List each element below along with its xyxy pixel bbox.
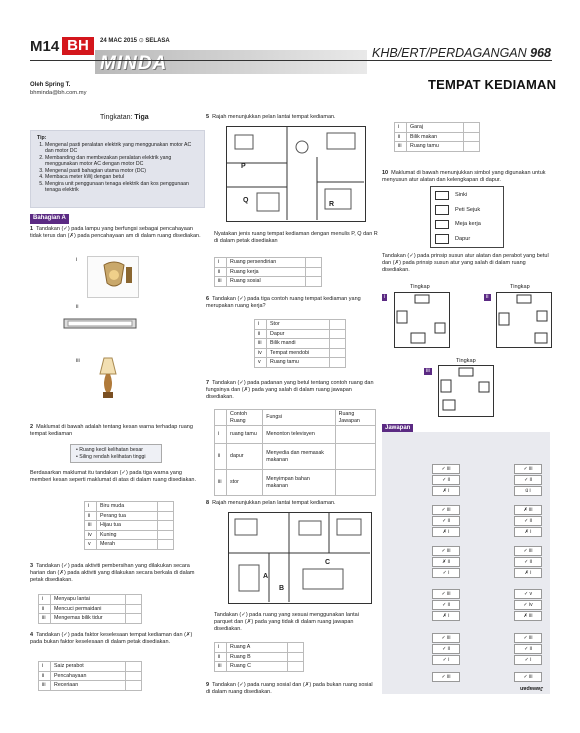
q8-table: i Ruang A ii Ruang B iii Ruang C: [214, 642, 304, 672]
answer-box[interactable]: [330, 358, 346, 368]
plan1-label-p: P: [241, 163, 246, 170]
subject-code: KHB/ERT/PERDAGANGAN 968: [372, 46, 552, 60]
answer-box[interactable]: [330, 348, 346, 358]
question-10: 10 Maklumat di bawah menunjukkan simbol yang digunakan untuk menyusun atur alatan dan kelengkapan di dapur.: [382, 170, 546, 183]
page-number: M14: [30, 38, 60, 55]
q5-instruction: Nyatakan jenis ruang tempat kediaman dengan menulis P, Q dan R di dalam petak disediakan: [214, 231, 378, 244]
answer-box[interactable]: [330, 320, 346, 330]
dateline: [100, 38, 170, 46]
answer-box[interactable]: [306, 277, 322, 287]
legend-stove: Dapur: [455, 236, 471, 242]
answer-box[interactable]: [126, 662, 142, 672]
paper-logo: BH: [62, 37, 94, 55]
answer-box[interactable]: [126, 681, 142, 691]
tube-lamp-image: [62, 316, 138, 332]
answer-box[interactable]: [126, 595, 142, 605]
kitchen-symbol-legend: [430, 186, 504, 248]
kitchen-layout-ii: [496, 292, 552, 348]
bahagian-a-label: Bahagian A: [30, 214, 69, 224]
question-6: 6 Tandakan (✓) pada tiga contoh ruang tempat kediaman yang merupakan ruang kerja?: [206, 296, 361, 309]
answer-panel: ✓ iii ✓ ii ✗ i ✓ iii ✓ ii ü i ✓ iii ✓ ii ✗ i ✗ iii ✓ ii ✗ i ✓ iii ✗ ii ✓ i ✓ iii ✓ ii ✗ i ✓ iii ✓ ii ✗ i ✓ v ✓ iv ✗ iii ✓ iii ✓ ii ✓ i ✓ iii ✓ ii ✓ i ✓ iii ✓ iii: [382, 432, 550, 694]
plan2-label-b: B: [279, 585, 285, 592]
clock-icon: ⊙: [138, 38, 144, 44]
kitchen-layout-iii: [438, 365, 494, 417]
question-9: 9 Tandakan (✓) pada ruang sosial dan (✗) pada bukan ruang sosial di dalam ruang disediakan.: [206, 682, 373, 695]
tip-box: [30, 130, 205, 208]
q10-instruction: Tandakan (✓) pada prinsip susun atur alatan dan perabot yang betul dan (✗) pada prinsip susun atur yang salah di dalam ruang disediakan.: [382, 253, 549, 273]
kitchen-layout-i: [394, 292, 450, 348]
q8-instruction: Tandakan (✓) pada ruang yang sesuai menggunakan lantai parquet dan (✗) pada yang tidak di dalam ruang jawapan disediakan.: [214, 612, 359, 632]
q1-label-ii: ii: [76, 304, 79, 310]
answer-box[interactable]: [158, 540, 174, 550]
topic-title: TEMPAT KEDIAMAN: [428, 77, 557, 92]
q10-label-i: i: [384, 294, 386, 300]
wall-lamp-image: [87, 256, 139, 298]
q9-table: i Garaj ii Bilik makan iii Ruang tamu: [394, 122, 480, 152]
q1-label-iii: iii: [76, 358, 80, 364]
day: SELASA: [145, 38, 170, 44]
fridge-symbol-icon: [435, 205, 449, 215]
q2-info-box: • Ruang kecil kelihatan besar • Siling rendah kelihatan tinggi: [70, 444, 162, 463]
plan2-label-c: C: [325, 559, 331, 566]
plan1-label-r: R: [329, 201, 335, 208]
q2-table: i Biru muda ii Perang tua iii Hijau tua iv Kuning v Merah: [84, 501, 174, 550]
q4-table: i Saiz perabot ii Pencahayaan iii Receriaan: [38, 661, 142, 691]
answer-box[interactable]: [330, 339, 346, 349]
tingkap-label-2: Tingkap: [510, 284, 530, 290]
answer-box[interactable]: [158, 511, 174, 521]
jawapan-flipped-label: Jawapan: [520, 684, 544, 691]
sink-symbol-icon: [435, 191, 449, 200]
answer-box[interactable]: [158, 502, 174, 512]
answer-box[interactable]: [306, 258, 322, 268]
q10-label-iii: iii: [426, 368, 430, 374]
author: Oleh Spring T.: [30, 82, 71, 88]
legend-sink: Sinki: [455, 192, 468, 198]
section-title: MINDA: [100, 53, 168, 74]
answer-box[interactable]: [330, 329, 346, 339]
question-7: 7 Tandakan (✓) pada padanan yang betul tentang contoh ruang dan fungsinya dan (✗) pada yang salah di dalam ruang jawapan disediakan.: [206, 380, 374, 400]
answer-box[interactable]: [126, 671, 142, 681]
answer-box[interactable]: [464, 142, 480, 152]
answer-box[interactable]: [335, 444, 375, 470]
question-5: 5 Rajah menunjukkan pelan lantai tempat kediaman.: [206, 114, 336, 120]
legend-fridge: Peti Sejuk: [455, 207, 481, 213]
question-3: 3 Tandakan (✓) pada aktiviti pembersihan yang dilakukan secara harian dan (✗) pada aktiviti yang dilakukan secara berkala di dalam petak disediakan.: [30, 563, 195, 583]
answer-box[interactable]: [464, 132, 480, 142]
q1-label-i: i: [76, 257, 78, 263]
answer-box[interactable]: [158, 530, 174, 540]
answer-box[interactable]: [335, 426, 375, 444]
answer-box[interactable]: [288, 643, 304, 653]
tingkatan: Tingkatan: Tiga: [100, 114, 149, 121]
worktable-symbol-icon: [435, 220, 449, 229]
q3-table: i Menyapu lantai ii Mencuci permaidani iii Mengemas bilik tidur: [38, 594, 142, 624]
jawapan-label: Jawapan: [382, 424, 413, 434]
answer-box[interactable]: [126, 614, 142, 624]
author-email: bhminda@bh.com.my: [30, 90, 87, 96]
question-1: 1 Tandakan (✓) pada lampu yang berfungsi sebagai pencahayaan tidak terus dan (✗) pada pencahayaan am di dalam ruang disediakan.: [30, 226, 201, 239]
table-lamp-image: [94, 356, 122, 402]
answer-box[interactable]: [464, 123, 480, 133]
stove-symbol-icon: [435, 234, 449, 244]
legend-worktable: Meja kerja: [455, 221, 481, 227]
header-rule: [30, 60, 552, 61]
date: 24 MAC 2015: [100, 38, 138, 44]
answer-box[interactable]: [306, 267, 322, 277]
question-4: 4 Tandakan (✓) pada faktor keselesaan tempat kediaman dan (✗) pada bukan faktor keselesaan di dalam petak disediakan.: [30, 632, 193, 645]
answer-box[interactable]: [335, 470, 375, 496]
floor-plan-2: [228, 512, 372, 604]
q5-table: i Ruang persendirian ii Ruang kerja iii Ruang sosial: [214, 257, 322, 287]
tip-list: 1. Mengenal pasti peralatan elektrik yang menggunakan motor AC dan motor DC 2. Membanding dan membezakan peralatan elektrik yang menggunakan motor AC dengan motor DC 3. Mengenal pasti bahagian utama motor (DC) 4. Membaca meter kWj dengan betul 5. Mengira unit penggunaan tenaga elektrik dan kos penggunaan tenaga elektrik: [45, 142, 198, 194]
question-8: 8 Rajah menunjukkan pelan lantai tempat kediaman.: [206, 500, 336, 506]
answer-box[interactable]: [288, 662, 304, 672]
answer-box[interactable]: [126, 604, 142, 614]
plan1-label-q: Q: [243, 197, 249, 204]
q6-table: i Stor ii Dapur iii Bilik mandi iv Tempat mendobi v Ruang tamu: [254, 319, 346, 368]
q2-instruction: Berdasarkan maklumat itu tandakan (✓) pada tiga warna yang memberi kesan seperti maklumat di atas di dalam ruang disediakan.: [30, 470, 196, 483]
tip-title: Tip:: [37, 135, 47, 141]
tingkap-label-1: Tingkap: [410, 284, 430, 290]
answer-box[interactable]: [288, 652, 304, 662]
answer-box[interactable]: [158, 521, 174, 531]
tingkap-label-3: Tingkap: [456, 358, 476, 364]
floor-plan-1: [226, 126, 366, 222]
question-2: 2 Maklumat di bawah adalah tentang kesan warna terhadap ruang tempat kediaman: [30, 424, 193, 437]
q10-label-ii: ii: [486, 294, 489, 300]
plan2-label-a: A: [263, 573, 269, 580]
q7-table: Contoh Ruang Fungsi Ruang Jawapan i ruang tamu Menonton televisyen ii dapur Menyedia dan memasak makanan iii stor Menyimpan bahan makanan: [214, 409, 376, 496]
